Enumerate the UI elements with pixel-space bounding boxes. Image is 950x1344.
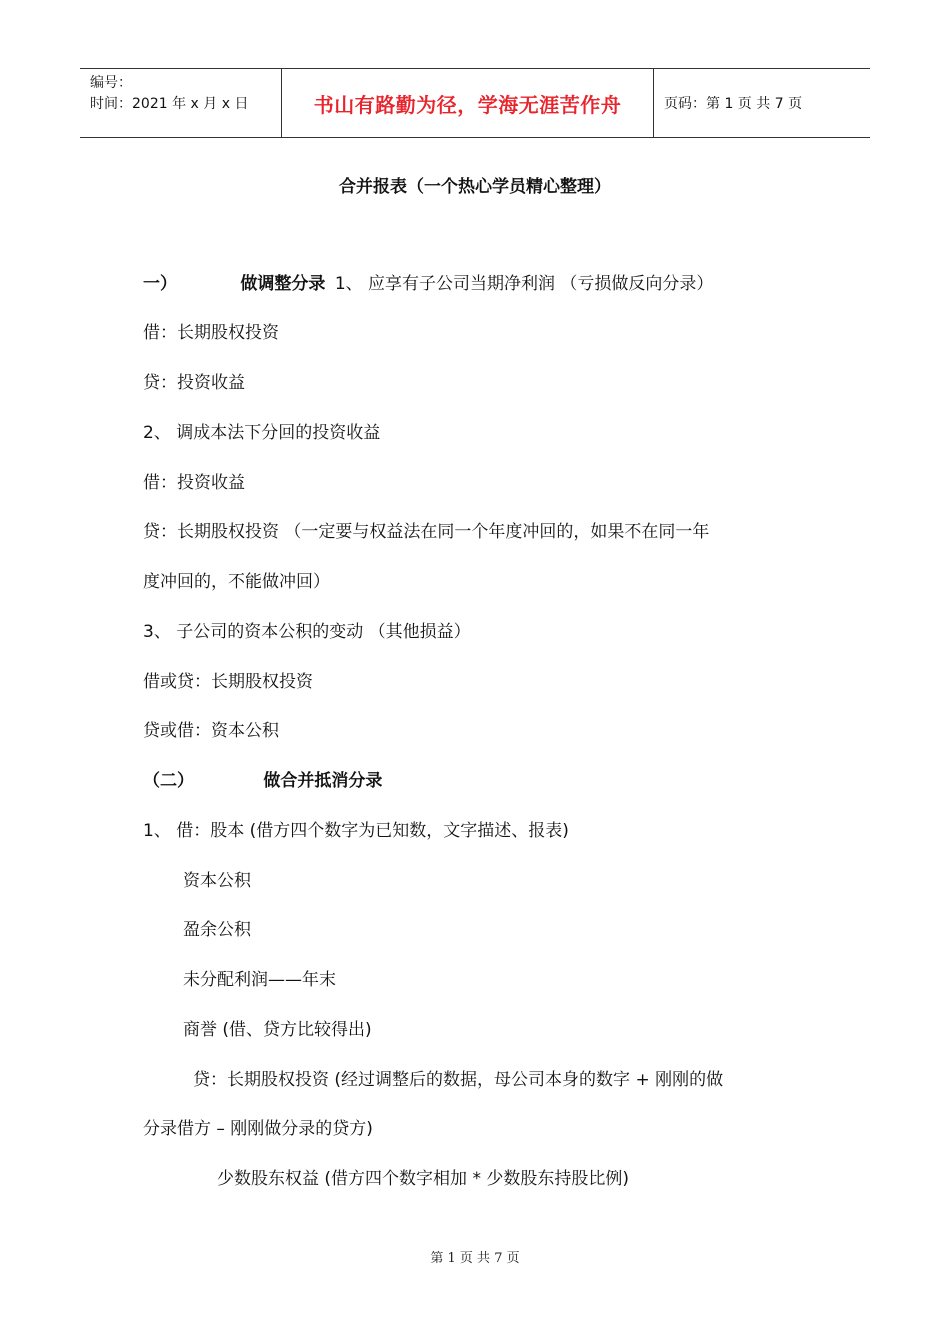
text-line: 资本公积 <box>183 871 251 891</box>
text-line: 度冲回的，不能做冲回） <box>143 572 330 592</box>
text-line: 借：投资收益 <box>143 473 245 493</box>
text-line: 贷或借：资本公积 <box>143 721 279 741</box>
section-1-heading <box>143 272 713 296</box>
text-line: 商誉 (借、贷方比较得出) <box>183 1020 372 1040</box>
page-footer: 第 1 页 共 7 页 <box>430 1251 520 1266</box>
section-2-number: （二） <box>143 771 194 791</box>
section-1-title: 做调整分录 <box>240 274 326 294</box>
text-line: 未分配利润——年末 <box>183 970 336 990</box>
header-page-cell <box>654 69 870 137</box>
text-line: 贷：长期股权投资 （一定要与权益法在同一个年度冲回的，如果不在同一年 <box>143 522 710 542</box>
section-1-number: 一） <box>143 274 177 294</box>
section-2-heading <box>143 769 382 793</box>
time-label: 时间：2021 年 x 月 x 日 <box>90 96 249 112</box>
text-line: 借：长期股权投资 <box>143 323 279 343</box>
text-line: 2、 调成本法下分回的投资收益 <box>143 423 381 443</box>
header-motto-cell <box>282 69 654 137</box>
motto: 书山有路勤为径，学海无涯苦作舟 <box>313 92 622 117</box>
text-line: 分录借方 – 刚刚做分录的贷方) <box>143 1119 373 1139</box>
section-1-item-1: 1、 应享有子公司当期净利润 （亏损做反向分录） <box>334 274 714 294</box>
serial-label: 编号： <box>90 75 132 91</box>
text-line: 贷：投资收益 <box>143 373 245 393</box>
text-line: 少数股东权益 (借方四个数字相加 * 少数股东持股比例) <box>217 1169 629 1189</box>
text-line: 3、 子公司的资本公积的变动 （其他损益） <box>143 622 471 642</box>
page-info: 页码：第 1 页 共 7 页 <box>664 96 803 112</box>
text-line: 盈余公积 <box>183 920 251 940</box>
header-meta-cell <box>80 69 282 137</box>
header-table <box>80 68 870 138</box>
document-title: 合并报表（一个热心学员精心整理） <box>339 177 611 197</box>
text-line: 1、 借：股本 (借方四个数字为已知数，文字描述、报表) <box>143 821 569 841</box>
text-line: 借或贷：长期股权投资 <box>143 672 313 692</box>
section-2-title: 做合并抵消分录 <box>263 771 383 791</box>
text-line: 贷：长期股权投资 (经过调整后的数据，母公司本身的数字 + 刚刚的做 <box>193 1070 724 1090</box>
